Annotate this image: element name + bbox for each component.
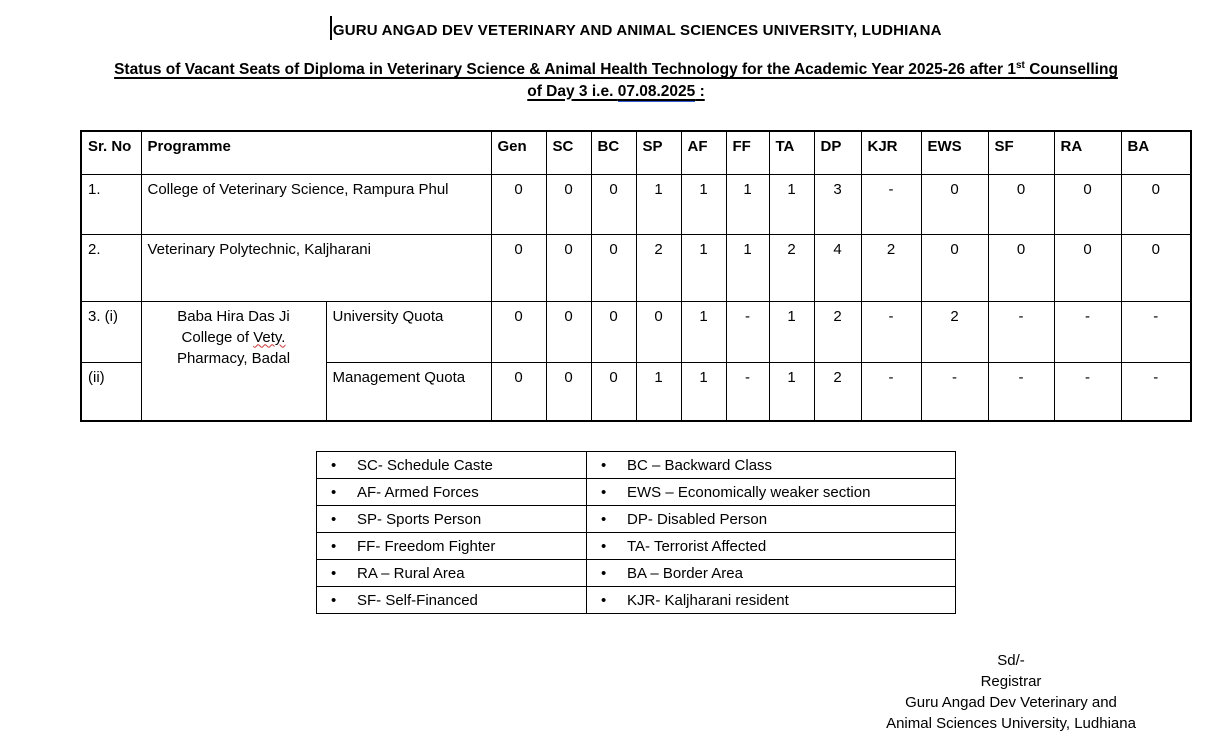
bullet-icon: • — [331, 510, 337, 528]
seat-value-cell: 0 — [1121, 234, 1191, 301]
signature-block — [856, 650, 1166, 734]
seat-value-cell: 0 — [988, 174, 1054, 234]
col-header-sr-no: Sr. No — [81, 131, 141, 174]
bullet-icon: • — [331, 591, 337, 609]
programme-cell: College of Veterinary Science, Rampura Phul — [141, 174, 491, 234]
seat-value-cell: 4 — [814, 234, 861, 301]
col-header-ews: EWS — [921, 131, 988, 174]
legend-item — [317, 452, 587, 479]
seat-value-cell: - — [861, 362, 921, 421]
legend-item — [317, 479, 587, 506]
bullet-icon: • — [601, 510, 607, 528]
page-subtitle — [0, 59, 1232, 102]
legend-item — [587, 560, 956, 587]
seat-value-cell: 0 — [546, 301, 591, 362]
seat-value-cell: 2 — [814, 362, 861, 421]
seat-value-cell: 0 — [491, 301, 546, 362]
legend-item — [587, 587, 956, 614]
bullet-icon: • — [601, 456, 607, 474]
seat-value-cell: 1 — [681, 362, 726, 421]
col-header-ff: FF — [726, 131, 769, 174]
seat-value-cell: 0 — [591, 301, 636, 362]
seat-value-cell: 2 — [636, 234, 681, 301]
seat-value-cell: 1 — [726, 234, 769, 301]
legend-item — [587, 506, 956, 533]
page-title — [40, 16, 1232, 40]
legend-text: AF- Armed Forces — [357, 483, 479, 501]
title-text: GURU ANGAD DEV VETERINARY AND ANIMAL SCIENCES UNIVERSITY, LUDHIANA — [332, 22, 942, 39]
seat-value-cell: - — [921, 362, 988, 421]
seat-value-cell: 0 — [921, 174, 988, 234]
subtitle-text-1: Status of Vacant Seats of Diploma in Veterinary Science & Animal Health Technology for the Academic Year 2025-26 after 1 — [114, 61, 1016, 78]
legend-row — [317, 560, 956, 587]
col-header-ra: RA — [1054, 131, 1121, 174]
subtitle-line-2 — [0, 81, 1232, 103]
seat-value-cell: 0 — [546, 362, 591, 421]
seat-value-cell: 2 — [814, 301, 861, 362]
legend-row — [317, 506, 956, 533]
vacant-seats-table — [80, 130, 1192, 422]
seat-value-cell: 1 — [726, 174, 769, 234]
seat-value-cell: 0 — [591, 174, 636, 234]
seat-value-cell: 0 — [546, 234, 591, 301]
seat-value-cell: 2 — [769, 234, 814, 301]
col-header-kjr: KJR — [861, 131, 921, 174]
seat-value-cell: 0 — [988, 234, 1054, 301]
seat-value-cell: - — [726, 301, 769, 362]
seat-value-cell: 0 — [491, 362, 546, 421]
table-row — [81, 234, 1191, 301]
col-header-dp: DP — [814, 131, 861, 174]
legend-item — [587, 533, 956, 560]
signature-org-line-2: Animal Sciences University, Ludhiana — [886, 715, 1136, 732]
table-row — [81, 301, 1191, 362]
seat-value-cell: 1 — [636, 174, 681, 234]
seat-value-cell: 0 — [491, 234, 546, 301]
seat-value-cell: 0 — [546, 174, 591, 234]
legend-table — [316, 451, 956, 614]
seat-value-cell: - — [861, 301, 921, 362]
seat-value-cell: 1 — [681, 174, 726, 234]
seat-value-cell: 1 — [769, 174, 814, 234]
seat-value-cell: 0 — [921, 234, 988, 301]
legend-row — [317, 452, 956, 479]
legend-row — [317, 587, 956, 614]
seat-value-cell: - — [861, 174, 921, 234]
col-header-af: AF — [681, 131, 726, 174]
col-header-ta: TA — [769, 131, 814, 174]
seat-value-cell: 0 — [1121, 174, 1191, 234]
bullet-icon: • — [601, 591, 607, 609]
legend-text: FF- Freedom Fighter — [357, 537, 496, 555]
col-header-gen: Gen — [491, 131, 546, 174]
sr-no-cell: 1. — [81, 174, 141, 234]
col-header-programme: Programme — [141, 131, 491, 174]
seat-value-cell: 0 — [591, 234, 636, 301]
seat-value-cell: - — [1121, 362, 1191, 421]
bullet-icon: • — [601, 483, 607, 501]
subtitle-text-2-suffix: : — [695, 82, 705, 100]
seat-value-cell: 1 — [681, 301, 726, 362]
seat-value-cell: 2 — [921, 301, 988, 362]
legend-text: BA – Border Area — [627, 564, 743, 582]
legend-row — [317, 533, 956, 560]
bullet-icon: • — [331, 564, 337, 582]
legend-item — [317, 560, 587, 587]
programme-cell: Veterinary Polytechnic, Kaljharani — [141, 234, 491, 301]
signature-org-line-1: Guru Angad Dev Veterinary and — [905, 694, 1117, 711]
legend-item — [317, 587, 587, 614]
seat-value-cell: 3 — [814, 174, 861, 234]
legend-text: DP- Disabled Person — [627, 510, 768, 528]
seat-value-cell: 0 — [1054, 234, 1121, 301]
seat-value-cell: 0 — [491, 174, 546, 234]
legend-row — [317, 479, 956, 506]
quota-cell: Management Quota — [326, 362, 491, 421]
signature-designation: Registrar — [980, 673, 1042, 690]
bullet-icon: • — [601, 564, 607, 582]
seat-value-cell: - — [1054, 362, 1121, 421]
subtitle-text-1-tail: Counselling — [1024, 61, 1118, 78]
seat-value-cell: 1 — [769, 301, 814, 362]
legend-text: EWS – Economically weaker section — [627, 483, 871, 501]
signature-sd: Sd/- — [997, 652, 1025, 669]
col-header-ba: BA — [1121, 131, 1191, 174]
seat-value-cell: 0 — [636, 301, 681, 362]
legend-text: KJR- Kaljharani resident — [627, 591, 789, 609]
sr-no-cell: (ii) — [81, 362, 141, 421]
legend-text: SF- Self-Financed — [357, 591, 478, 609]
college-line-3: Pharmacy, Badal — [176, 349, 291, 367]
counselling-date: 07.08.2025 — [618, 83, 696, 103]
legend-text: BC – Backward Class — [627, 456, 773, 474]
legend-item — [317, 533, 587, 560]
sr-no-cell: 3. (i) — [81, 301, 141, 362]
quota-cell: University Quota — [326, 301, 491, 362]
legend-item — [587, 479, 956, 506]
seat-value-cell: - — [1121, 301, 1191, 362]
seat-value-cell: 2 — [861, 234, 921, 301]
seat-value-cell: 0 — [591, 362, 636, 421]
col-header-sc: SC — [546, 131, 591, 174]
legend-text: SP- Sports Person — [357, 510, 482, 528]
college-line-2: College of — [181, 328, 254, 346]
bullet-icon: • — [601, 537, 607, 555]
legend-text: RA – Rural Area — [357, 564, 465, 582]
legend-text: SC- Schedule Caste — [357, 456, 493, 474]
subtitle-line-1 — [0, 59, 1232, 81]
seat-value-cell: - — [1054, 301, 1121, 362]
text-cursor — [330, 16, 332, 40]
legend-text: TA- Terrorist Affected — [627, 537, 767, 555]
col-header-bc: BC — [591, 131, 636, 174]
misspelled-word: Vety. — [253, 328, 286, 346]
subtitle-text-2: of Day 3 i.e. — [527, 82, 618, 100]
seat-value-cell: 1 — [636, 362, 681, 421]
bullet-icon: • — [331, 537, 337, 555]
legend-item — [317, 506, 587, 533]
seat-value-cell: 0 — [1054, 174, 1121, 234]
table-row — [81, 174, 1191, 234]
seat-value-cell: 1 — [769, 362, 814, 421]
seat-value-cell: - — [726, 362, 769, 421]
sr-no-cell: 2. — [81, 234, 141, 301]
col-header-sf: SF — [988, 131, 1054, 174]
seat-value-cell: - — [988, 362, 1054, 421]
legend-item — [587, 452, 956, 479]
college-name-cell — [141, 301, 326, 421]
college-line-1: Baba Hira Das Ji — [177, 307, 290, 325]
seat-value-cell: - — [988, 301, 1054, 362]
seat-value-cell: 1 — [681, 234, 726, 301]
bullet-icon: • — [331, 456, 337, 474]
superscript-st: st — [1016, 59, 1025, 71]
bullet-icon: • — [331, 483, 337, 501]
table-header-row — [81, 131, 1191, 174]
col-header-sp: SP — [636, 131, 681, 174]
